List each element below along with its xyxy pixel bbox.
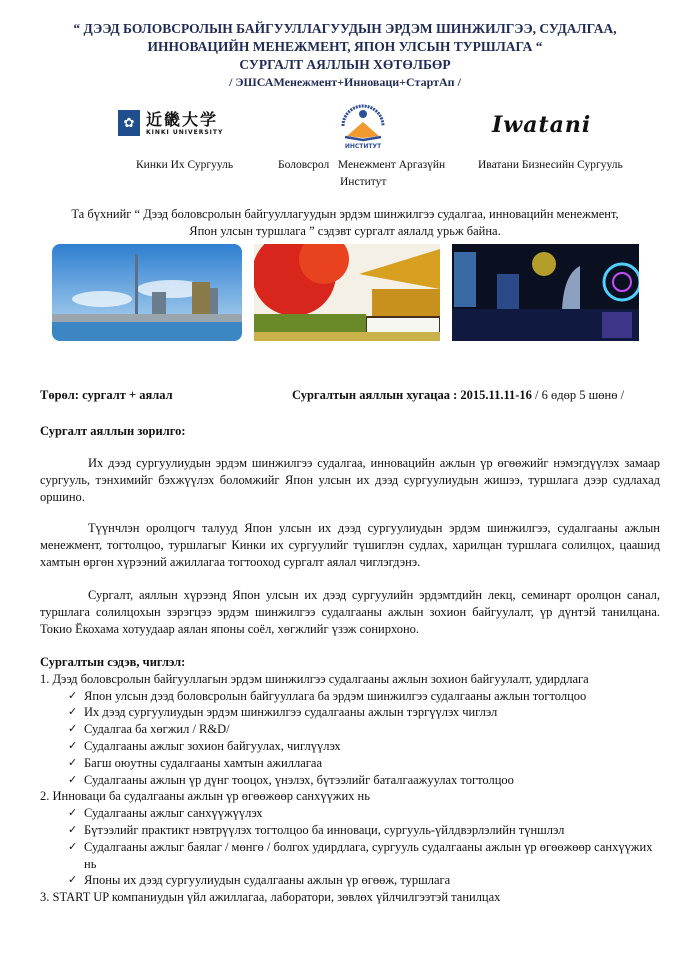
- institute-caption: [278, 157, 445, 191]
- invitation-text: [40, 206, 650, 240]
- institute-caption-line-1: Боловсрол Менежмент Аргазүйн: [278, 159, 446, 171]
- topic-item-text: Судалгааны ажлыг санхүүжүүлэх: [84, 806, 263, 821]
- trip-duration-label: Сургалтын аяллын хугацаа : 2015.11.11-16: [292, 388, 532, 402]
- check-icon: ✓: [68, 688, 78, 702]
- topic-item-text: Багш оюутны судалгааны хамтын ажиллагаа: [84, 755, 322, 770]
- topic-item: [40, 704, 660, 721]
- goal-paragraph-2: Түүнчлэн оролцогч талууд Япон улсын их дээд сургуулиудын эрдэм шинжилгээ, судалгааны ажлын менежмент, тогтолцоо, туршлагыг Кинки их сургуулийг түшиглэн судлах, харилцан туршлага солилцох, цаашид хамтын өргөн хүрээний ажиллагаа тогтооход сургалт аялал чиглэгдэнэ.: [40, 521, 660, 569]
- topics-section: [40, 654, 660, 906]
- topic-item: [40, 839, 660, 873]
- topic-item: [40, 822, 660, 839]
- topic-item: [40, 738, 660, 755]
- topic-item: [40, 805, 660, 822]
- kinki-logo-jp: 近畿大学: [146, 109, 219, 129]
- trip-duration: [292, 388, 624, 403]
- kinki-logo-en: KINKI UNIVERSITY: [146, 128, 224, 136]
- goal-heading: Сургалт аяллын зорилго:: [40, 424, 186, 438]
- photo-golden-pavilion: [254, 244, 440, 341]
- check-icon: ✓: [68, 772, 78, 786]
- goal-paragraph: [40, 587, 660, 638]
- check-icon: ✓: [68, 705, 78, 719]
- photo-yokohama-night: [452, 244, 639, 341]
- check-icon: ✓: [68, 839, 78, 853]
- title-line-2: ИННОВАЦИЙН МЕНЕЖМЕНТ, ЯПОН УЛСЫН ТУРШЛАГА “: [147, 39, 543, 54]
- kinki-caption: Кинки Их Сургууль: [136, 159, 234, 171]
- iwatani-logo: Iwatani: [492, 112, 592, 138]
- partner-logos: [0, 100, 690, 190]
- topic-item: [40, 755, 660, 772]
- topic-item: [40, 721, 660, 738]
- topic-item-text: Япон улсын дээд боловсролын байгууллага ба эрдэм шинжилгээ судалгааны ажлын тогтолцоо: [84, 688, 587, 703]
- goal-paragraph-1: Их дээд сургуулиудын эрдэм шинжилгээ судалгаа, инновацийн ажлын үр өгөөжийг нэмэгдүүлэх замаар сургууль, тэнхимийг бэхжүүлэх боломжийг Япон улсын их дээд сургуулиудын жишээ, туршлага дээр судлахад оршино.: [40, 456, 660, 504]
- check-icon: ✓: [68, 722, 78, 736]
- check-icon: ✓: [68, 873, 78, 887]
- invitation-line-1: Та бүхнийг “ Дээд боловсролын байгууллагуудын эрдэм шинжилгээ судалгаа, инновацийн менежмент,: [71, 207, 619, 221]
- document-title-block: [0, 20, 690, 91]
- topic-section-title: 2. Инноваци ба судалгааны ажлын үр өгөөжөөр санхүүжих нь: [40, 789, 370, 804]
- topic-item-text: Судалгаа ба хөгжил / R&D/: [84, 722, 230, 737]
- institute-logo: [333, 100, 393, 150]
- trip-duration-extra: / 6 өдөр 5 шөнө /: [531, 388, 625, 402]
- topic-item-text: Судалгааны ажлыг баялаг / мөнгө / болгох удирдлага, сургууль судалгааны ажлын үр өгөөжөөр санхүүжих нь: [84, 839, 653, 871]
- check-icon: ✓: [68, 738, 78, 752]
- subtitle: / ЭШСАМенежмент+Инноваци+СтартАп /: [229, 75, 461, 89]
- invitation-line-2: Япон улсын туршлага ” сэдэвт сургалт аялалд урьж байна.: [189, 224, 501, 238]
- topic-section-title: 3. START UP компаниудын үйл ажиллагаа, лаборатори, зөвлөх үйлчилгээтэй танилцах: [40, 890, 501, 905]
- trip-type: Төрөл: сургалт + аялал: [40, 388, 173, 402]
- topic-item-text: Бүтээлийг практикт нэвтрүүлэх тогтолцоо ба инноваци, сургууль-үйлдвэрлэлийн түншлэл: [84, 822, 565, 837]
- photo-tokyo-skyline: [52, 244, 242, 341]
- title-line-3: СУРГАЛТ АЯЛЛЫН ХӨТӨЛБӨР: [239, 57, 451, 72]
- open-book-icon: [333, 100, 393, 150]
- check-icon: ✓: [68, 822, 78, 836]
- goal-paragraph: [40, 520, 660, 571]
- kinki-emblem-icon: ✿: [118, 110, 140, 136]
- topic-item: [40, 872, 660, 889]
- check-icon: ✓: [68, 806, 78, 820]
- title-line-1: “ ДЭЭД БОЛОВСРОЛЫН БАЙГУУЛЛАГУУДЫН ЭРДЭМ ШИНЖИЛГЭЭ, СУДАЛГАА,: [73, 21, 617, 36]
- kinki-university-logo: [118, 110, 223, 136]
- topic-item-text: Судалгааны ажлын үр дүнг тооцох, үнэлэх, бүтээлийг баталгаажуулах тогтолцоо: [84, 772, 514, 787]
- topic-item: [40, 772, 660, 789]
- iwatani-caption: Иватани Бизнесийн Сургууль: [478, 159, 623, 171]
- topics-heading: Сургалтын сэдэв, чиглэл:: [40, 655, 186, 669]
- goal-paragraph: [40, 455, 660, 506]
- goal-paragraph-3: Сургалт, аяллын хүрээнд Япон улсын их дээд сургуулийн эрдэмтдийн лекц, семинарт оролцон санал, туршлага солилцохын зэрэгцээ эрдэм шинжилгээ судалгааны ажлын зохион байгуулалт, үр дүнтэй танилцана. Токио Ёкохама хотуудаар аялан японы соёл, хөгжлийг үзэж сонирхоно.: [40, 588, 660, 636]
- topic-section-title: 1. Дээд боловсролын байгууллагын эрдэм шинжилгээ судалгааны ажлын зохион байгуулалт, удирдлага: [40, 671, 589, 686]
- topic-item-text: Их дээд сургуулиудын эрдэм шинжилгээ судалгааны ажлын тэргүүлэх чиглэл: [84, 705, 498, 720]
- topic-item-text: Судалгааны ажлыг зохион байгуулах, чиглүүлэх: [84, 738, 341, 753]
- topic-item: [40, 688, 660, 705]
- check-icon: ✓: [68, 755, 78, 769]
- institute-badge-text: ИНСТИТУТ: [344, 143, 382, 150]
- topic-item-text: Японы их дээд сургуулиудын судалгааны ажлын үр өгөөж, туршлага: [84, 873, 451, 888]
- institute-caption-line-2: Институт: [340, 176, 387, 188]
